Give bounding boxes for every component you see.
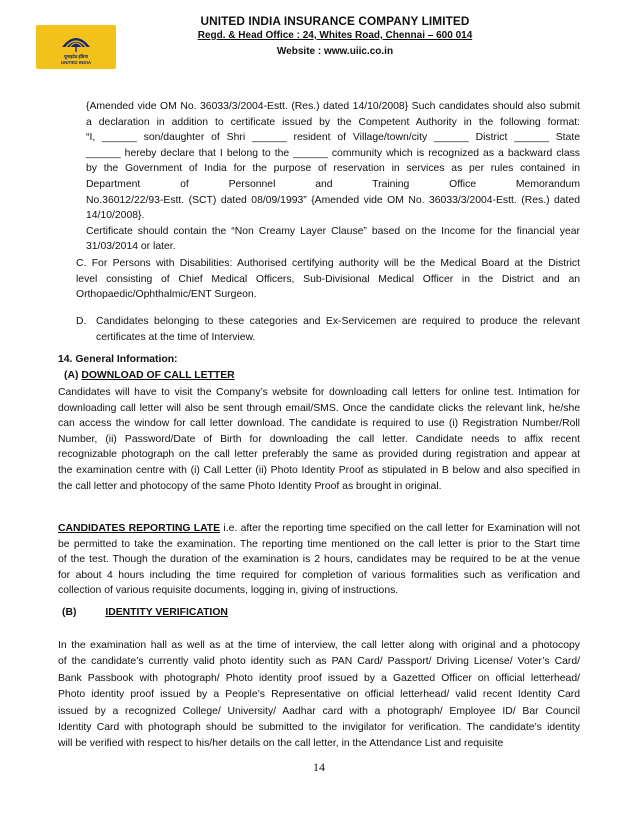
- text-line: Candidates will have to visit the Company’s website for downloading call letters for online test. Intimation for: [58, 387, 580, 398]
- section-c-paragraph: [76, 256, 580, 303]
- subsection-label: (B): [62, 607, 77, 618]
- text-line: will be verified with respect to his/her details on the call letter, in the Attendance List and requisite: [58, 738, 504, 750]
- text-line: Department of Personnel and Training Office Memorandum: [86, 178, 580, 190]
- text-line: by the Government of India for the purpose of reservation in services as per rules contained in: [86, 163, 580, 175]
- section-d-paragraph: [76, 314, 580, 345]
- text-line: Identity Card with photograph should be submitted to the invigilator for verification. The candidate’s identity: [58, 722, 580, 734]
- amendment-paragraph: [86, 99, 580, 255]
- logo-text-hindi: यूनाइटेड इंडिया: [64, 54, 88, 59]
- text-line: of the test. Though the duration of the examination is 2 hours, candidates may be required to be at the venue: [58, 554, 580, 566]
- logo-text-english: UNITED INDIA: [60, 60, 92, 65]
- download-paragraph: [58, 385, 580, 494]
- text-line: the call letter and photocopy of the same Photo Identity Proof as brought in original.: [58, 480, 442, 492]
- subsection-label: (A): [64, 370, 79, 381]
- company-title: UNITED INDIA INSURANCE COMPANY LIMITED: [200, 14, 470, 28]
- text-line: issued by a recognized College/ University/ Aadhar card with a photograph/ Employee ID/ Bar Council: [58, 705, 580, 717]
- text-line: be permitted to take the examination. The reporting time mentioned on the call letter is prior to the Start time: [58, 538, 580, 550]
- text-line: of the candidate’s currently valid photo identity such as PAN Card/ Passport/ Driving License/ Voter’s Card/: [58, 656, 580, 668]
- text-line: Orthopaedic/Ophthalmic/ENT Surgeon.: [76, 289, 257, 301]
- text-line: No.36012/22/93-Estt. (SCT) dated 08/09/1993” {Amended vide OM No. 36033/3/2004-Estt. (Res.) dated: [86, 194, 580, 206]
- text-line: can access the window for call letter download. The candidate is required to use (i) Registration Number/Roll: [58, 418, 580, 430]
- identity-paragraph: [58, 638, 580, 753]
- general-information-heading: 14. General Information:: [58, 354, 178, 365]
- text-line: C. For Persons with Disabilities: Authorised certifying authority will be the Medical Board at the District: [76, 258, 580, 269]
- company-website: Website : www.uiic.co.in: [276, 46, 394, 57]
- text-line: Number, (ii) Password/Date of Birth for downloading the call letter. Candidate needs to affix recent: [58, 433, 580, 445]
- text-line: ______ hereby declare that I belong to the ______ community which is recognized as a backward class: [86, 147, 580, 159]
- subsection-title: DOWNLOAD OF CALL LETTER: [81, 370, 235, 381]
- text-line: {Amended vide OM No. 36033/3/2004-Estt. (Res.) dated 14/10/2008} Such candidates should also submit: [86, 101, 580, 112]
- text-line: level consisting of Chief Medical Officers, Sub-Divisional Medical Officer in the District and an: [76, 273, 580, 285]
- late-reporting-paragraph: [58, 521, 580, 599]
- section-d-label: D.: [76, 316, 87, 327]
- identity-verification-heading: [62, 605, 228, 621]
- text-line: Photo identity proof issued by a People’s Representative on official letterhead/ valid recent Identity Card: [58, 689, 580, 701]
- text-line: 31/03/2014 or later.: [86, 241, 176, 253]
- text-line: collection of various requisite documents, logging in, giving of instructions.: [58, 585, 399, 597]
- text-line: a declaration in addition to certificate issued by the Competent Authority in the following format:: [86, 116, 580, 128]
- text-line: certificates at the time of Interview.: [96, 331, 256, 343]
- text-line: In the examination hall as well as at the time of interview, the call letter along with original and a photocopy: [58, 640, 580, 651]
- late-reporting-lead: CANDIDATES REPORTING LATE: [58, 523, 221, 534]
- text-line: i.e. after the reporting time specified on the call letter for Examination will not: [220, 523, 580, 534]
- text-line: Candidates belonging to these categories and Ex-Servicemen are required to produce the relevant: [96, 316, 580, 327]
- subsection-title: IDENTITY VERIFICATION: [105, 607, 228, 618]
- text-line: recognizable photograph on the call letter preferably the same as provided during registration and appear at: [58, 449, 580, 461]
- text-line: “I, ______ son/daughter of Shri ______ resident of Village/town/city ______ District ______ State: [86, 132, 580, 144]
- download-call-letter-heading: [64, 368, 235, 384]
- text-line: downloading call letter will also be sent through email/SMS. Once the candidate clicks the relevant link, he/she: [58, 402, 580, 414]
- text-line: Certificate should contain the “Non Creamy Layer Clause” based on the Income for the financial year: [86, 225, 580, 237]
- text-line: Bank Passbook with photograph/ Photo identity proof issued by a Gazetted Officer on official letterhead/: [58, 672, 580, 684]
- company-logo: [36, 25, 116, 69]
- page-number: 14: [313, 760, 325, 774]
- text-line: the examination centre with (i) Call Letter (ii) Photo Identity Proof as stipulated in B below and also specified in: [58, 464, 580, 476]
- company-address: Regd. & Head Office : 24, Whites Road, Chennai – 600 014: [197, 30, 473, 41]
- text-line: 14/10/2008}.: [86, 210, 145, 222]
- text-line: for about 4 hours including the time required for completion of various formalities such as verification and: [58, 569, 580, 581]
